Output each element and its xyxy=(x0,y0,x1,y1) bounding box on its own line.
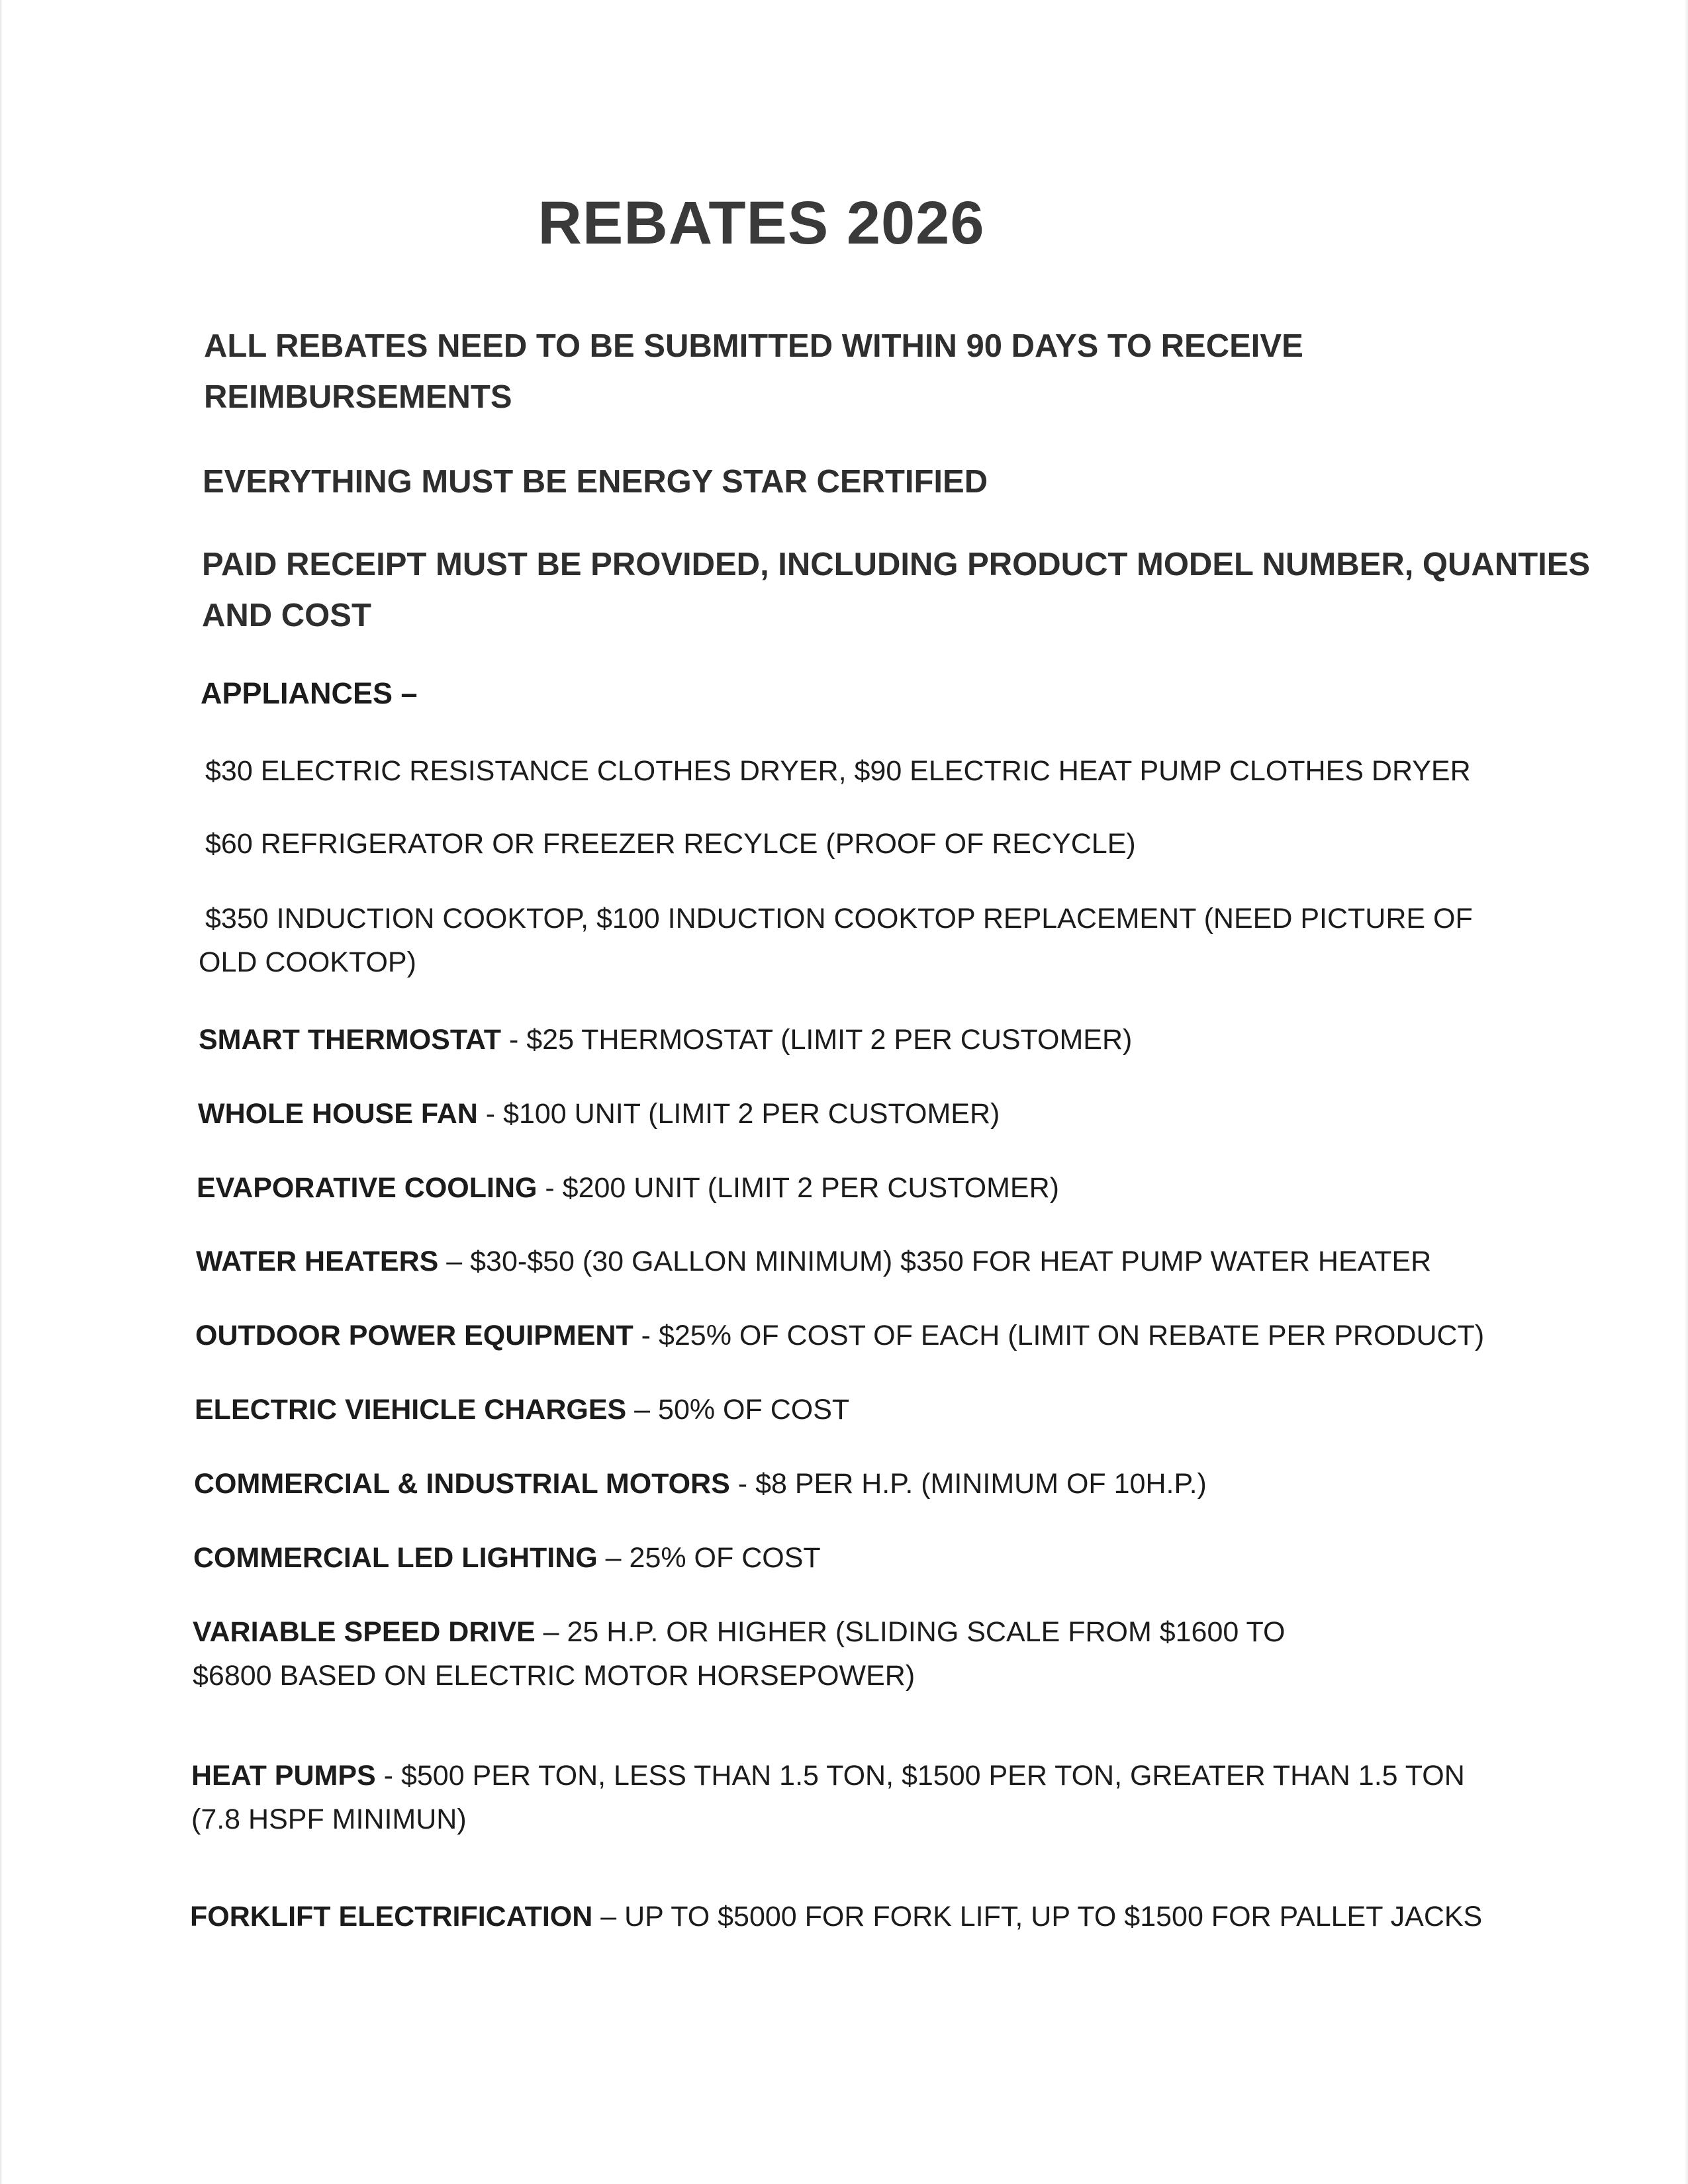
rebate-label: COMMERCIAL & INDUSTRIAL MOTORS xyxy=(194,1468,730,1500)
rebate-whole-house-fan xyxy=(198,1092,1535,1136)
rebate-ev-charges xyxy=(195,1388,1532,1432)
rebate-separator: – xyxy=(438,1246,471,1277)
rebate-separator: – xyxy=(597,1542,630,1574)
rebate-separator: - xyxy=(501,1024,527,1056)
notice-paid-receipt: PAID RECEIPT MUST BE PROVIDED, INCLUDING PRODUCT MODEL NUMBER, QUANTIES AND COST xyxy=(202,547,1591,633)
rebate-text: $25% OF COST OF EACH (LIMIT ON REBATE PER PRODUCT) xyxy=(658,1320,1485,1351)
rebate-text: $100 UNIT (LIMIT 2 PER CUSTOMER) xyxy=(503,1098,1000,1130)
appliance-item-refrigerator: $60 REFRIGERATOR OR FREEZER RECYLCE (PROOF OF RECYCLE) xyxy=(205,828,1136,860)
rebate-label: VARIABLE SPEED DRIVE xyxy=(193,1616,536,1648)
rebate-separator: - xyxy=(633,1320,659,1351)
rebate-label: OUTDOOR POWER EQUIPMENT xyxy=(195,1320,633,1351)
rebate-label: COMMERCIAL LED LIGHTING xyxy=(193,1542,598,1574)
rebate-text: $30-$50 (30 GALLON MINIMUM) $350 FOR HEAT PUMP WATER HEATER xyxy=(470,1246,1432,1277)
appliances-heading: APPLIANCES – xyxy=(201,676,418,710)
rebate-text: 25 H.P. OR HIGHER (SLIDING SCALE FROM $1600 TO $6800 BASED ON ELECTRIC MOTOR HORSEPOWER) xyxy=(193,1616,1286,1692)
rebate-separator: – xyxy=(535,1616,567,1648)
rebate-variable-speed-drive xyxy=(193,1610,1351,1698)
scan-edge-right xyxy=(1684,0,1688,2184)
appliance-item-dryer: $30 ELECTRIC RESISTANCE CLOTHES DRYER, $90 ELECTRIC HEAT PUMP CLOTHES DRYER xyxy=(205,755,1471,787)
rebate-separator: – xyxy=(626,1394,659,1426)
rebate-text: $8 PER H.P. (MINIMUM OF 10H.P.) xyxy=(755,1468,1207,1500)
notice-submission-deadline: ALL REBATES NEED TO BE SUBMITTED WITHIN 90 DAYS TO RECEIVE REIMBURSEMENTS xyxy=(204,328,1303,415)
appliance-item-cooktop: $350 INDUCTION COOKTOP, $100 INDUCTION COOKTOP REPLACEMENT (NEED PICTURE OF OLD COOKTOP) xyxy=(199,903,1473,978)
rebate-label: EVAPORATIVE COOLING xyxy=(197,1172,538,1204)
rebate-text: $500 PER TON, LESS THAN 1.5 TON, $1500 PER TON, GREATER THAN 1.5 TON (7.8 HSPF MINIMUN) xyxy=(191,1760,1465,1835)
rebate-label: WATER HEATERS xyxy=(196,1246,439,1277)
rebate-text: $200 UNIT (LIMIT 2 PER CUSTOMER) xyxy=(562,1172,1059,1204)
rebate-text: 50% OF COST xyxy=(658,1394,850,1426)
rebate-label: WHOLE HOUSE FAN xyxy=(198,1098,478,1130)
rebate-separator: - xyxy=(537,1172,563,1204)
rebate-label: HEAT PUMPS xyxy=(191,1760,376,1792)
rebate-forklift-electrification xyxy=(190,1895,1613,1938)
rebate-water-heaters xyxy=(196,1240,1533,1283)
rebate-commercial-industrial-motors xyxy=(194,1462,1531,1506)
rebate-evaporative-cooling xyxy=(197,1166,1534,1210)
rebate-text: $25 THERMOSTAT (LIMIT 2 PER CUSTOMER) xyxy=(526,1024,1133,1056)
rebate-text: UP TO $5000 FOR FORK LIFT, UP TO $1500 FOR PALLET JACKS xyxy=(624,1901,1483,1933)
notice-energy-star: EVERYTHING MUST BE ENERGY STAR CERTIFIED xyxy=(203,464,988,500)
rebate-label: FORKLIFT ELECTRIFICATION xyxy=(190,1901,593,1933)
rebate-smart-thermostat xyxy=(199,1018,1536,1062)
rebate-label: SMART THERMOSTAT xyxy=(199,1024,502,1056)
page-title: REBATES 2026 xyxy=(538,189,985,257)
rebate-outdoor-power-equipment xyxy=(195,1314,1652,1357)
rebate-separator: - xyxy=(375,1760,401,1792)
rebate-separator: – xyxy=(592,1901,625,1933)
scan-edge-left xyxy=(0,0,3,2184)
rebate-heat-pumps xyxy=(191,1754,1509,1841)
rebate-separator: - xyxy=(729,1468,756,1500)
rebate-label: ELECTRIC VIEHICLE CHARGES xyxy=(195,1394,627,1426)
rebate-text: 25% OF COST xyxy=(629,1542,821,1574)
rebate-separator: - xyxy=(477,1098,504,1130)
rebate-commercial-led-lighting xyxy=(193,1536,1530,1580)
